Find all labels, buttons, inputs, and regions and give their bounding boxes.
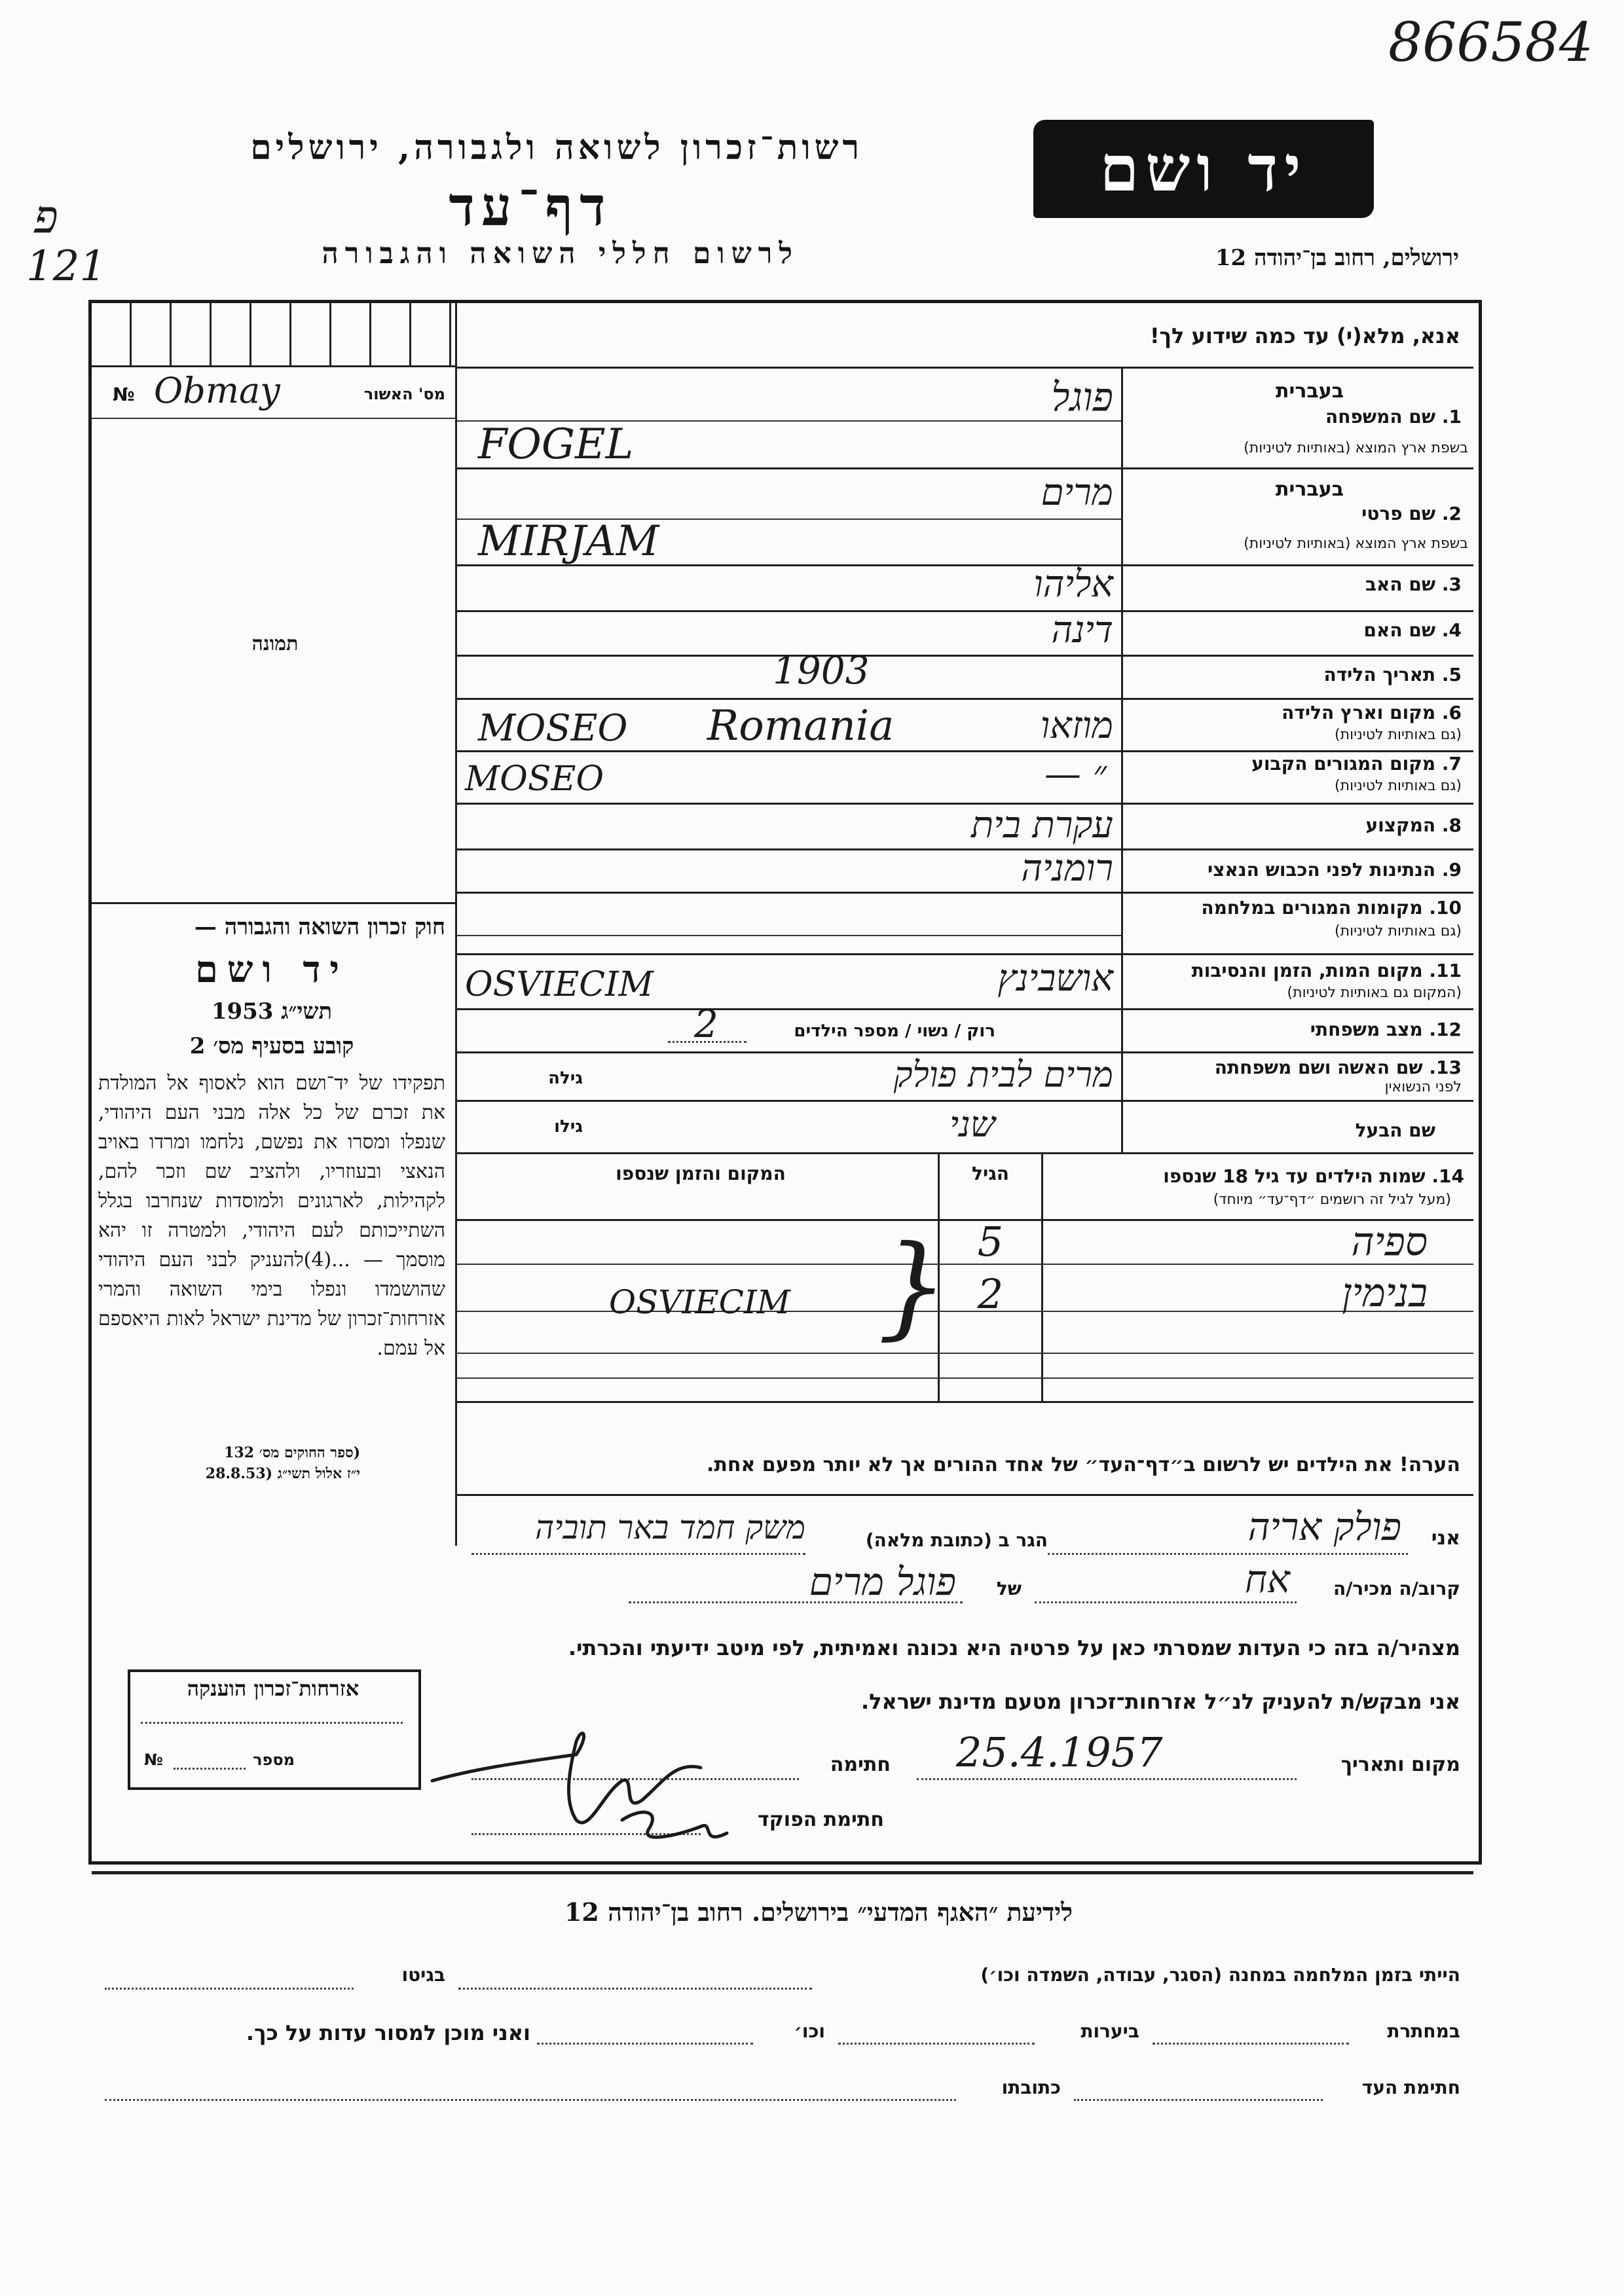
field-8-value: עקרת בית [971, 804, 1113, 847]
row-divider [457, 698, 1473, 700]
instruction-divider [457, 367, 1473, 369]
field-1-latin-sub: בשפת ארץ המוצא (באותיות לטיניות) [1244, 440, 1468, 456]
children-label: 14. שמות הילדים עד גיל 18 שנספו [1163, 1165, 1464, 1187]
children-bottom-line [457, 1401, 1473, 1403]
children-row-divider [457, 1353, 1473, 1354]
children-place-header: המקום והזמן שנספו [616, 1163, 786, 1184]
law-text: תפקידו של יד־ושם הוא לאסוף אל המולדת את זכרם של כל אלה מבני העם היהודי, שנפלו ומסרו את נפשם, נלחמו ומרדו באויב הנאצי ובעוזריו, ולהציב שם וזכר להם, לקהילות, לארגונים ולמוסדות שנחרבו בגלל השתייכותם לעם היהודי, ולמטרה זו יהא מוסמך — ...(4)להעניק לבני העם היהודי שהושמדו ונפלו בימי השואה והמרי אזרחות־זכרון של מדינת ישראל לאות היאספם אל עמם. [98, 1072, 446, 1360]
husband-label: שם הבעל [1355, 1120, 1435, 1141]
field-1-hebrew-value: פוגל [1051, 374, 1113, 420]
field-11-hebrew-value: אושבינץ [997, 957, 1113, 1000]
request-text: אני מבקש/ת להעניק לנ״ל אזרחות־זכרון מטעם מדינת ישראל. [861, 1689, 1460, 1714]
children-note: הערה! את הילדים יש לרשום ב״דף־העד״ של אחד ההורים אך לא יותר מפעם אחת. [707, 1453, 1460, 1476]
child-1-age: 5 [977, 1218, 1004, 1266]
form-title: דף־עד [449, 175, 612, 238]
law-year: תשי״ג 1953 [211, 998, 333, 1025]
footer-line1-blank1 [458, 1988, 812, 1990]
margin-note-letter: פ [34, 190, 58, 244]
field-13-age-label: גילה [548, 1068, 583, 1088]
declarant-resident-label: הגר ב (כתובת מלאה) [865, 1529, 1048, 1551]
field-8-label: 8. המקצוע [1365, 814, 1462, 836]
declarant-name: פולק אריה [1247, 1504, 1401, 1549]
field-4-label: 4. שם האם [1363, 619, 1462, 641]
instruction: אנא, מלא(י) עד כמה שידוע לך! [1149, 323, 1460, 348]
certificate-blank-1 [141, 1722, 403, 1724]
institution-name: רשות־זכרון לשואה ולגבורה, ירושלים [250, 128, 863, 168]
field-6-country-value: Romania [707, 702, 895, 750]
field-13-label: 13. שם האשה ושם משפחתה [1214, 1057, 1462, 1078]
yad-vashem-logo [1033, 120, 1374, 218]
field-2-latin-value: MIRJAM [478, 517, 659, 566]
field-13-value: מרים לבית פולק [893, 1054, 1113, 1095]
footer-top-line [92, 1871, 1473, 1874]
field-3-label: 3. שם האב [1365, 574, 1462, 595]
footer-line2-d: ואני מוכן למסור עדות על כך. [246, 2020, 530, 2045]
field-2-latin-sub: בשפת ארץ המוצא (באותיות לטיניות) [1244, 536, 1468, 552]
footer-line3-a: חתימת העד [1361, 2077, 1460, 2098]
row-divider [457, 1152, 1473, 1154]
law-title: חוק זכרון השואה והגבורה — [194, 914, 445, 940]
husband-value: שני [950, 1104, 995, 1145]
row-divider [457, 750, 1473, 752]
footer-line2-b: ביערות [1080, 2020, 1139, 2042]
certificate-number-label: מספר [253, 1751, 295, 1769]
footer-line2-blank3 [537, 2043, 753, 2045]
field-9-label: 9. הנתינות לפני הכבוש הנאצי [1208, 859, 1462, 881]
field-9-value: רומניה [1021, 847, 1113, 890]
field-6-hebrew-value: מוזאו [1040, 704, 1113, 747]
law-name: יד ושם [194, 948, 349, 991]
signature-label: חתימה [830, 1753, 891, 1776]
husband-age-label: גילו [554, 1117, 583, 1137]
field-1-label: 1. שם המשפחה [1325, 406, 1462, 428]
children-row-divider [457, 1377, 1473, 1379]
sidebar-divider [455, 303, 457, 1546]
approval-divider [92, 418, 455, 419]
law-section: קובע בסעיף מס׳ 2 [189, 1033, 354, 1059]
declaration-text: מצהיר/ה בזה כי העדות שמסרתי כאן על פרטיה היא נכונה ואמיתית, לפי מיטב ידיעתי והכרתי. [568, 1635, 1460, 1660]
footer-line3-blank1 [1074, 2099, 1323, 2101]
approval-value: Obmay [154, 370, 280, 411]
photo-placeholder: תמונה [251, 632, 299, 655]
declarant-signature [426, 1722, 740, 1853]
relation-label: קרוב/ה מכיר/ה [1333, 1578, 1460, 1599]
field-6-label: 6. מקום וארץ הלידה [1282, 702, 1462, 723]
footer-line3-b: כתובתו [1001, 2077, 1061, 2098]
row-divider [457, 655, 1473, 657]
child-2-name: בנימין [1342, 1270, 1428, 1316]
field-4-value: דינה [1051, 609, 1113, 651]
field-7-sub: (גם באותיות לטיניות) [1335, 778, 1462, 794]
photo-bottom-line [92, 902, 455, 904]
footer-line1-a: הייתי בזמן המלחמה במחנה (הסגר, עבודה, השמדה וכו׳) [980, 1964, 1460, 1986]
row-divider [457, 1008, 1473, 1010]
row-divider [457, 892, 1473, 894]
footer-line1-blank2 [105, 1988, 354, 1990]
logo-text: יד ושם [1099, 132, 1308, 206]
of-name: פוגל מרים [809, 1559, 956, 1604]
code-tick-strip [92, 303, 455, 367]
field-3-value: אליהו [1033, 563, 1113, 606]
law-reference-1: (ספר החוקים מס׳ 132 [224, 1444, 360, 1461]
field-12-blank [668, 1041, 747, 1043]
row-divider [457, 1100, 1473, 1102]
field-10-label: 10. מקומות המגורים במלחמה [1201, 897, 1462, 919]
field-2-hebrew-value: מרים [1041, 471, 1113, 514]
label-column-divider [1121, 368, 1123, 1152]
approval-label: מס' האשור [363, 385, 445, 403]
field-12-value: 2 [694, 1002, 718, 1046]
field-6-latin-value: MOSEO [478, 707, 628, 750]
declarant-name-blank [1048, 1553, 1408, 1555]
note-divider [457, 1494, 1473, 1496]
declarant-i-label: אני [1431, 1527, 1460, 1550]
children-name-divider [1041, 1152, 1043, 1401]
field-7-hebrew-value: ״ — [1044, 753, 1107, 795]
field-2-label: 2. שם פרטי [1361, 503, 1462, 524]
footer-line2-blank1 [1153, 2043, 1349, 2045]
field-6-sub: (גם באותיות לטיניות) [1335, 727, 1462, 743]
approval-number-symbol: № [113, 384, 135, 405]
declarant-address-blank [471, 1553, 805, 1555]
field-2-hebrew-sub: בעברית [1276, 478, 1344, 501]
declarant-address: משק חמד באר תוביה [535, 1508, 805, 1546]
field-7-label: 7. מקום המגורים הקבוע [1251, 753, 1462, 774]
children-sub: (מעל לגיל זה רושמים ״דף־עד״ מיוחד) [1213, 1192, 1451, 1208]
field-1-latin-value: FOGEL [478, 420, 634, 469]
law-reference-2: י״ז אלול תשי״ג (28.8.53 [205, 1465, 360, 1482]
field-11-sub: (המקום גם באותיות לטיניות) [1287, 985, 1462, 1001]
certificate-number-symbol: № [144, 1751, 163, 1769]
field-5-label: 5. תאריך הלידה [1323, 664, 1462, 685]
relation-blank [1035, 1601, 1297, 1603]
child-2-place: OSVIECIM [609, 1283, 790, 1321]
field-5-value: 1903 [773, 648, 870, 693]
row-divider [457, 953, 1473, 955]
address: ירושלים, רחוב בן־יהודה 12 [1215, 245, 1459, 271]
certificate-blank-2 [174, 1768, 246, 1770]
row-divider [457, 935, 1121, 936]
place-date-blank [917, 1778, 1297, 1780]
row-divider [457, 1051, 1473, 1053]
footer-title: לידיעת ״האגף המדעי״ בירושלים. רחוב בן־יהודה 12 [564, 1897, 1073, 1927]
place-date-label: מקום ותאריך [1340, 1753, 1460, 1776]
footer-line3-blank2 [105, 2099, 956, 2101]
field-11-label: 11. מקום המות, הזמן והנסיבות [1191, 960, 1462, 981]
field-12-label: 12. מצב משפחתי [1310, 1019, 1462, 1040]
form-subtitle: לרשום חללי השואה והגבורה [322, 237, 799, 270]
child-1-name: ספיה [1351, 1219, 1428, 1265]
footer-line2-blank2 [838, 2043, 1035, 2045]
field-11-latin-value: OSVIECIM [465, 965, 654, 1004]
footer-line2-c: וכו׳ [794, 2020, 825, 2042]
field-12-options: רוק / נשוי / מספר הילדים [794, 1021, 995, 1041]
place-date-value: 25.4.1957 [956, 1728, 1163, 1776]
reference-number: 866584 [1388, 12, 1594, 74]
children-brace: } [877, 1222, 949, 1351]
margin-note-number: 121 [26, 242, 107, 291]
relation-value: אח [1244, 1557, 1290, 1601]
footer-line2-a: במחתרת [1387, 2020, 1460, 2042]
of-label: של [996, 1578, 1022, 1599]
official-signature-label: חתימת הפוקד [758, 1808, 884, 1831]
field-1-hebrew-sub: בעברית [1276, 380, 1344, 403]
footer-line1-b: בגיטו [401, 1964, 445, 1986]
certificate-title: אזרחות־זכרון הוענקה [187, 1676, 360, 1701]
field-10-sub: (גם באותיות לטיניות) [1335, 923, 1462, 939]
field-13-sub: לפני הנשואין [1384, 1079, 1462, 1095]
children-age-header: הגיל [972, 1163, 1009, 1184]
child-2-age: 2 [977, 1270, 1004, 1318]
field-7-latin-value: MOSEO [465, 759, 604, 799]
